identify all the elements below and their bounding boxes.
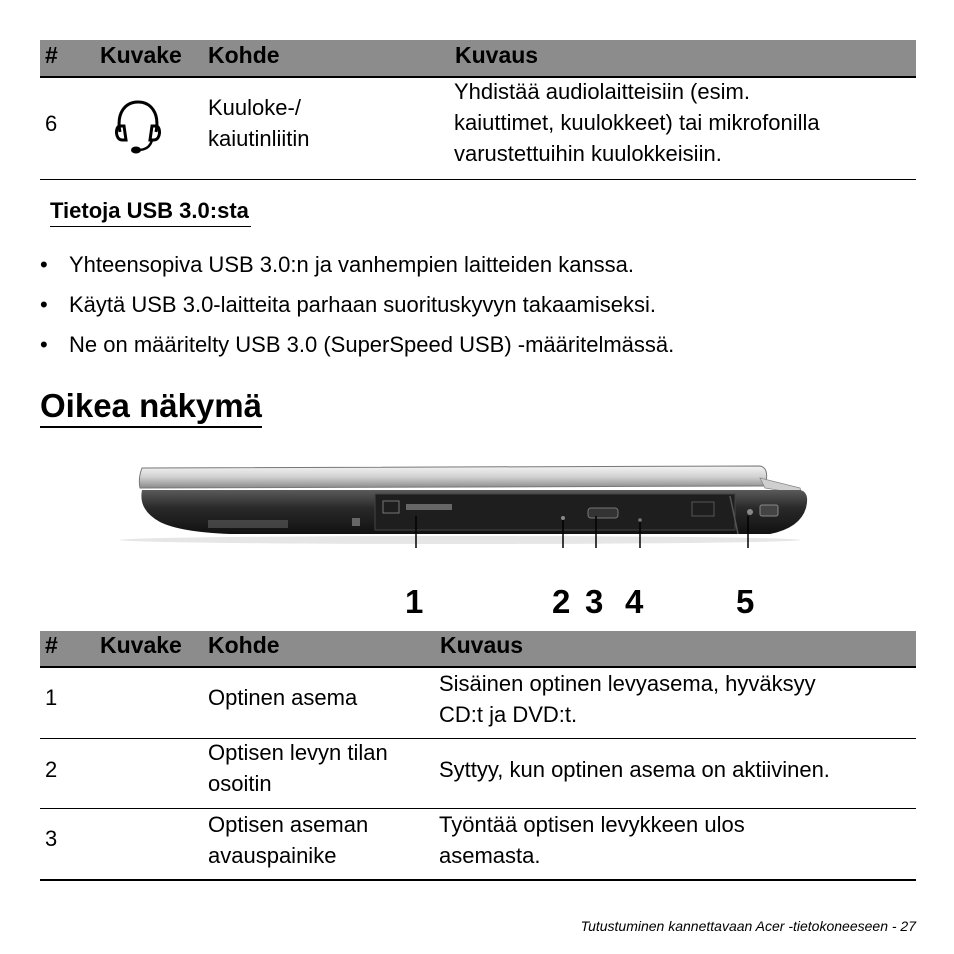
header-kuvake: Kuvake [100, 42, 182, 68]
row-num: 3 [45, 826, 58, 851]
list-item: • Käytä USB 3.0-laitteita parhaan suorituskyvyn takaamiseksi. [40, 290, 674, 330]
table-header [40, 40, 916, 78]
table-header [40, 631, 916, 668]
row-kuvaus: Syttyy, kun optinen asema on aktiivinen. [439, 757, 830, 782]
list-item: • Yhteensopiva USB 3.0:n ja vanhempien laitteiden kanssa. [40, 250, 674, 290]
ports-table-top [40, 40, 916, 180]
header-kuvaus: Kuvaus [440, 632, 524, 658]
row-num: 1 [45, 685, 58, 710]
callout-1: 1 [405, 583, 424, 620]
header-num: # [45, 42, 58, 68]
list-item: • Ne on määritelty USB 3.0 (SuperSpeed USB) -määritelmässä. [40, 330, 674, 370]
row-kohde: Optinen asema [208, 685, 358, 710]
row-kuvaus: Sisäinen optinen levyasema, hyväksyy CD:t ja DVD:t. [439, 671, 816, 727]
row-num: 6 [45, 111, 58, 136]
laptop-right-side-illustration [120, 458, 820, 548]
table-row [40, 739, 916, 809]
row-num: 2 [45, 757, 58, 782]
usb-bullet-list [40, 250, 674, 370]
callout-3: 3 [585, 583, 604, 620]
header-kuvaus: Kuvaus [455, 42, 539, 68]
header-kohde: Kohde [208, 42, 280, 68]
page-footer: Tutustuminen kannettavaan Acer -tietokoneeseen - 27 [580, 918, 916, 934]
header-num: # [45, 632, 58, 658]
section-title: Oikea näkymä [40, 386, 262, 428]
row-kuvaus: Yhdistää audiolaitteisiin (esim. kaiuttimet, kuulokkeet) tai mikrofonilla varustettuihin kuulokkeisiin. [454, 79, 820, 166]
table-row [40, 809, 916, 881]
row-kohde: Optisen levyn tilan osoitin [208, 740, 388, 796]
header-kuvake: Kuvake [100, 632, 182, 658]
ports-table-right [40, 631, 916, 881]
table-row [40, 668, 916, 739]
table-row [40, 78, 916, 180]
callout-5: 5 [736, 583, 755, 620]
header-kohde: Kohde [208, 632, 280, 658]
row-kohde: Optisen aseman avauspainike [208, 812, 369, 868]
usb-subheading: Tietoja USB 3.0:sta [50, 198, 251, 227]
row-kohde: Kuuloke-/ kaiutinliitin [208, 95, 310, 151]
headset-icon [112, 98, 164, 158]
callout-4: 4 [625, 583, 644, 620]
row-kuvaus: Työntää optisen levykkeen ulos asemasta. [439, 812, 745, 868]
callout-2: 2 [552, 583, 571, 620]
